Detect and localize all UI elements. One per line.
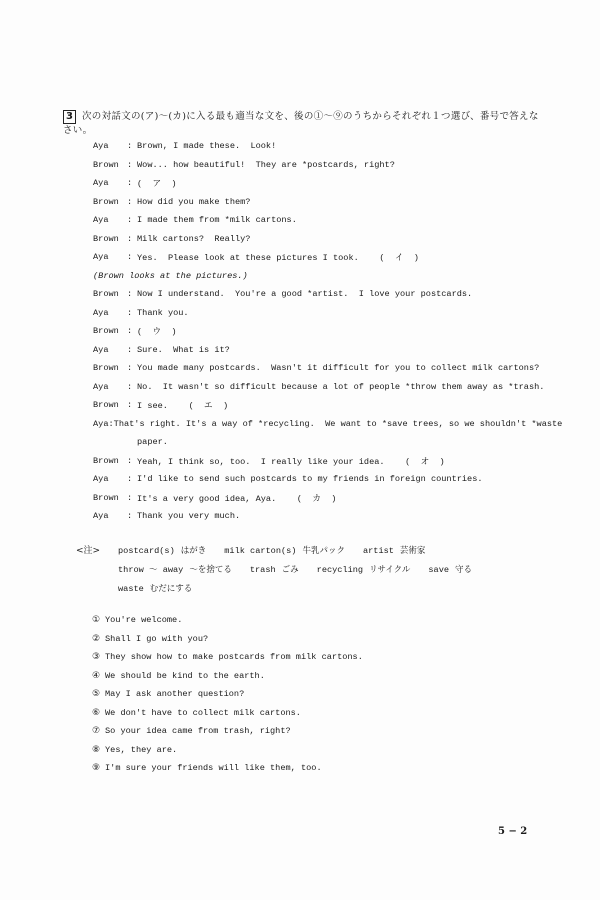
speaker-name: Brown [93,289,119,300]
dialogue-line [93,489,553,508]
speaker-name: Brown [93,455,119,466]
dialogue-text: Thank you very much. [137,511,241,522]
choice-text: Shall I go with you? [105,633,209,644]
speaker-name: Brown [93,492,119,503]
dialogue-line [93,285,553,304]
vocab-english: milk carton(s) [224,545,297,556]
speaker-colon: : [127,326,133,337]
dialogue-text: Now I understand. You're a good *artist. I love your postcards. [137,289,473,300]
speaker-colon: : [127,511,133,522]
vocabulary-notes [76,540,490,597]
speaker-name: Brown [93,400,119,411]
stage-direction: (Brown looks at the pictures.) [93,270,248,281]
dialogue-text: Sure. What is it? [137,344,230,355]
vocab-entry [224,544,345,556]
speaker-colon: : [127,196,133,207]
dialogue-text: Milk cartons? Really? [137,233,251,244]
speaker-colon: : [127,307,133,318]
vocab-english: trash [249,564,276,575]
choice-text: May I ask another question? [105,689,245,700]
speaker-colon: : [127,344,133,355]
dialogue-line [93,507,553,526]
question-instruction: 次の対話文の(ア)～(カ)に入る最も適当な文を、後の①～⑨のうちからそれぞれ１つ選び、番号で答えなさい。 [63,111,539,136]
dialogue-line [93,341,553,360]
dialogue-line [93,230,553,249]
vocab-japanese: むだにする [149,583,193,594]
dialogue-text: Yeah, I think so, too. I really like your idea. ( オ ) [137,456,445,467]
speaker-colon: : [127,252,133,263]
answer-choices [92,611,363,778]
speaker-colon: : [127,455,133,466]
speaker-colon: : [127,178,133,189]
choice-item [92,648,363,667]
speaker-name: Aya [93,418,109,429]
speaker-colon: : [127,381,133,392]
vocab-entry [250,563,299,575]
dialogue-line [93,248,553,267]
choice-text: They show how to make postcards from milk cartons. [105,652,363,663]
vocab-entry [363,544,425,556]
dialogue-line [93,174,553,193]
speaker-colon: : [127,289,133,300]
speaker-name: Aya [93,474,109,485]
speaker-name: Brown [93,196,119,207]
dialogue-line [93,193,553,212]
vocab-japanese: 守る [455,564,473,575]
choice-number: ⑨ [92,763,101,774]
choice-number: ⑦ [92,726,101,737]
choice-item [92,611,363,630]
vocab-english: waste [118,583,144,594]
speaker-name: Brown [93,326,119,337]
notes-row [76,559,490,578]
dialogue-text: That's right. It's a way of *recycling. We want to *save trees, so we shouldn't *waste [113,418,563,429]
choice-text: So your idea came from trash, right? [105,726,291,737]
speaker-name: Aya [93,381,109,392]
speaker-name: Aya [93,178,109,189]
dialogue-line [93,396,553,415]
vocab-entry [118,563,232,575]
choice-text: You're welcome. [105,615,183,626]
notes-row [76,540,490,559]
dialogue-text: It's a very good idea, Aya. ( カ ) [137,493,337,504]
choice-item [92,667,363,686]
dialogue-text: Brown, I made these. Look! [137,141,277,152]
dialogue-text: You made many postcards. Wasn't it difficult for you to collect milk cartons? [137,363,540,374]
dialogue-text: I'd like to send such postcards to my friends in foreign countries. [137,474,483,485]
choice-text: We don't have to collect milk cartons. [105,707,301,718]
vocab-japanese: 芸術家 [399,545,426,556]
speaker-name: Aya [93,215,109,226]
choice-text: Yes, they are. [105,744,178,755]
notes-row [76,578,490,597]
dialogue-continuation: paper. [137,437,168,448]
choice-item [92,685,363,704]
speaker-colon: : [127,400,133,411]
speaker-name: Aya [93,141,109,152]
speaker-colon: : [127,159,133,170]
speaker-colon: : [108,418,114,429]
dialogue-line [93,378,553,397]
notes-label: <注> [76,546,101,556]
dialogue-line [93,137,553,156]
dialogue-line [93,322,553,341]
dialogue-text: I made them from *milk cartons. [137,215,297,226]
vocab-japanese: ～を捨てる [189,564,232,575]
dialogue-text: How did you make them? [137,196,251,207]
dialogue-line [93,433,553,452]
speaker-name: Brown [93,159,119,170]
choice-number: ① [92,615,101,626]
choice-number: ② [92,633,101,644]
choice-item [92,722,363,741]
speaker-name: Brown [93,363,119,374]
choice-text: I'm sure your friends will like them, too. [105,763,322,774]
dialogue-text: ( ア ) [137,179,177,190]
choice-number: ⑤ [92,689,101,700]
choice-item [92,741,363,760]
choice-item [92,630,363,649]
dialogue-text: Thank you. [137,307,189,318]
dialogue-text: Wow... how beautiful! They are *postcards, right? [137,159,395,170]
dialogue-line [93,452,553,471]
vocab-entry [428,563,472,575]
dialogue-text: I see. ( エ ) [137,401,229,412]
dialogue-line [93,470,553,489]
speaker-name: Aya [93,307,109,318]
dialogue-line [93,359,553,378]
dialogue-text: Yes. Please look at these pictures I took. ( イ ) [137,253,419,264]
dialogue-line [93,156,553,175]
choice-item [92,704,363,723]
vocab-entry [118,582,192,594]
vocab-english: postcard(s) [118,545,175,556]
choice-number: ⑧ [92,744,101,755]
dialogue-line [93,304,553,323]
choice-number: ④ [92,670,101,681]
dialogue-text: No. It wasn't so difficult because a lot of people *throw them away as *trash. [137,381,545,392]
vocab-japanese: はがき [180,545,207,556]
dialogue [93,137,563,526]
choice-item [92,759,363,778]
dialogue-line [93,415,563,434]
vocab-english: throw ～ away [118,564,184,575]
page-number: 5 − 2 [498,826,528,837]
vocab-english: artist [362,545,394,556]
speaker-name: Brown [93,233,119,244]
choice-text: We should be kind to the earth. [105,670,265,681]
speaker-colon: : [127,492,133,503]
dialogue-line [93,267,553,286]
vocab-japanese: リサイクル [369,564,411,575]
speaker-name: Aya [93,252,109,263]
question-number: 3 [63,110,76,124]
speaker-colon: : [127,233,133,244]
speaker-name: Aya [93,511,109,522]
vocab-english: recycling [316,564,364,575]
vocab-japanese: ごみ [281,564,299,575]
vocab-entry [118,544,206,556]
vocab-japanese: 牛乳パック [302,545,345,556]
speaker-colon: : [127,215,133,226]
speaker-colon: : [127,474,133,485]
choice-number: ③ [92,652,101,663]
speaker-name: Aya [93,344,109,355]
dialogue-text: ( ウ ) [137,327,177,338]
question-header [63,110,543,137]
dialogue-line [93,211,553,230]
vocab-entry [317,563,411,575]
vocab-english: save [428,564,450,575]
speaker-colon: : [127,141,133,152]
speaker-colon: : [127,363,133,374]
choice-number: ⑥ [92,707,101,718]
